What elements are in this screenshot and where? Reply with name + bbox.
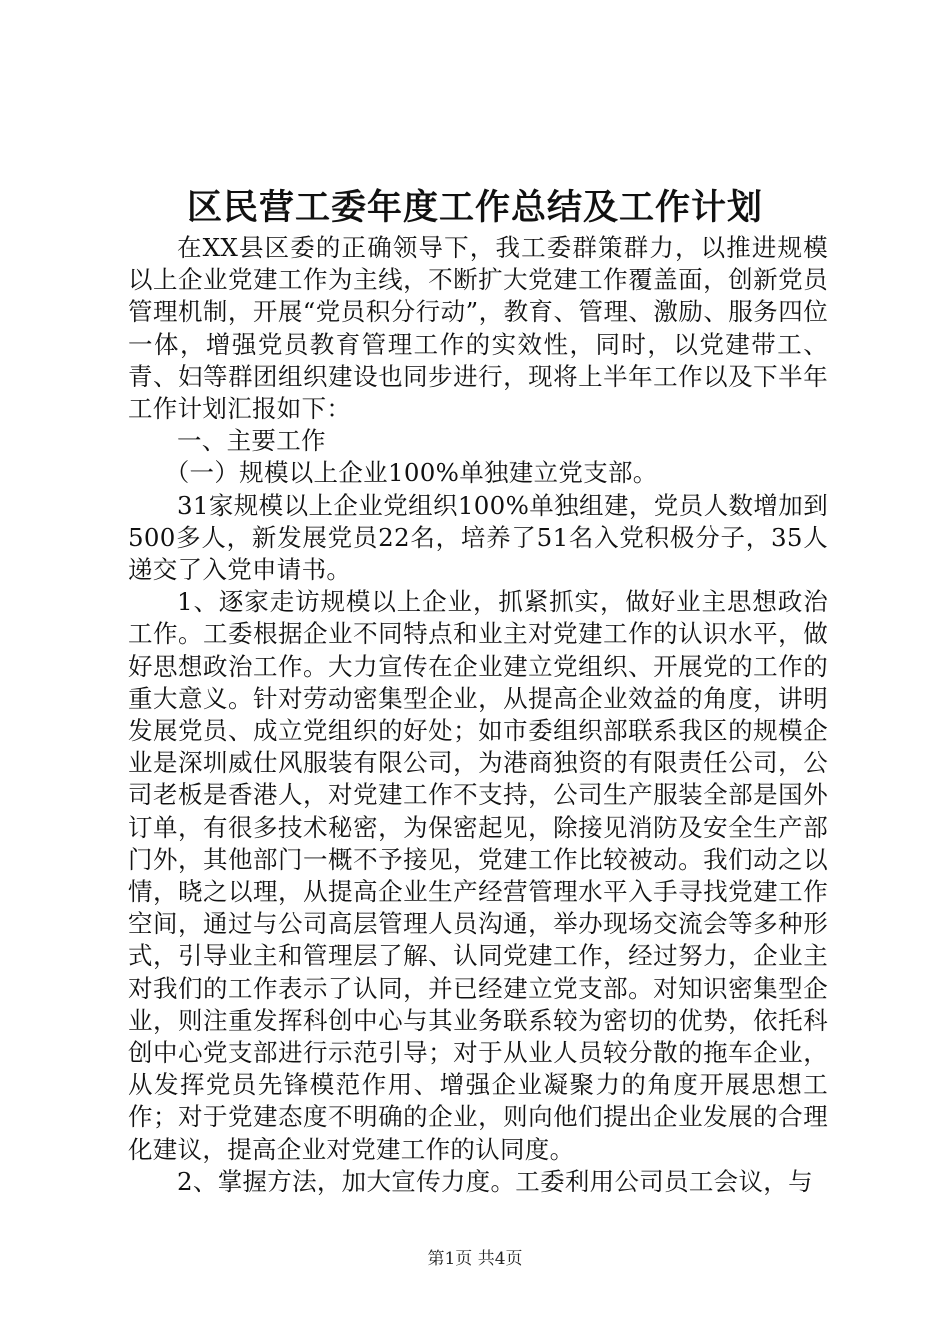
document-title: 区民营工委年度工作总结及工作计划 — [186, 187, 763, 228]
intro-paragraph: 在XX县区委的正确领导下，我工委群策群力，以推进规模以上企业党建工作为主线，不断扩大党建工作覆盖面，创新党员管理机制，开展“党员积分行动”，教育、管理、激励、服务四位一体，增强党员教育管理工作的实效性，同时，以党建带工、青、妇等群团组织建设也同步进行，现将上半年工作以及下半年工作计划汇报如下： — [128, 233, 828, 424]
document-body — [128, 232, 828, 1198]
statistics-paragraph: 31家规模以上企业党组织100%单独组建，党员人数增加到500多人，新发展党员22名，培养了51名入党积极分子，35人递交了入党申请书。 — [128, 490, 828, 585]
page-footer: 第1页 共4页 — [427, 1249, 523, 1269]
item-2-paragraph: 2、掌握方法，加大宣传力度。工委利用公司员工会议，与 — [177, 1166, 813, 1196]
section-heading-main-work: 一、主要工作 — [177, 426, 326, 456]
item-1-paragraph: 1、逐家走访规模以上企业，抓紧抓实，做好业主思想政治工作。工委根据企业不同特点和业主对党建工作的认识水平，做好思想政治工作。大力宣传在企业建立党组织、开展党的工作的重大意义。针对劳动密集型企业，从提高企业效益的角度，讲明发展党员、成立党组织的好处；如市委组织部联系我区的规模企业是深圳威仕风服装有限公司，为港商独资的有限责任公司，公司老板是香港人，对党建工作不支持，公司生产服装全部是国外订单，有很多技术秘密，为保密起见，除接见消防及安全生产部门外，其他部门一概不予接见，党建工作比较被动。我们动之以情，晓之以理，从提高企业生产经营管理水平入手寻找党建工作空间，通过与公司高层管理人员沟通，举办现场交流会等多种形式，引导业主和管理层了解、认同党建工作，经过努力，企业主对我们的工作表示了认同，并已经建立党支部。对知识密集型企业，则注重发挥科创中心与其业务联系较为密切的优势，依托科创中心党支部进行示范引导；对于从业人员较分散的拖车企业，从发挥党员先锋模范作用、增强企业凝聚力的角度开展思想工作；对于党建态度不明确的企业，则向他们提出企业发展的合理化建议，提高企业对党建工作的认同度。 — [128, 587, 828, 1164]
subsection-heading-party-branch: （一）规模以上企业100%单独建立党支部。 — [164, 458, 658, 488]
